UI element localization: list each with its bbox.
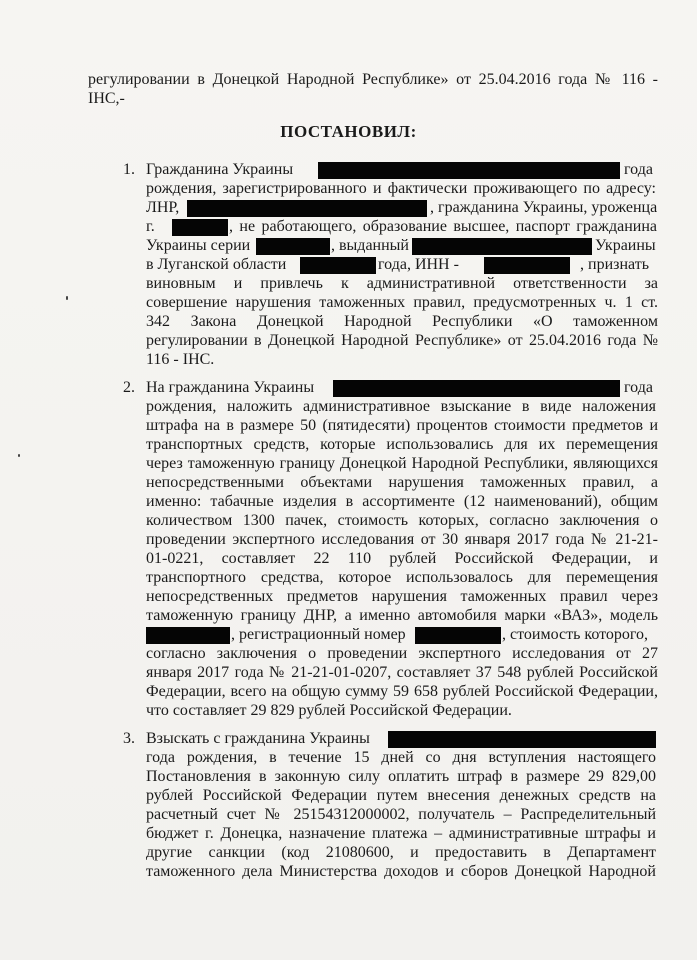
scan-speck bbox=[66, 296, 68, 300]
text-line: года, ИНН - bbox=[378, 256, 459, 273]
text-line: таможенную границу ДНР, а именно автомобиля марки «ВАЗ», модель bbox=[146, 607, 658, 624]
text-line: именно: табачные изделия в ассортименте (12 наименований), общим bbox=[146, 493, 658, 510]
text-line: количеством 1300 пачек, стоимость которых, согласно заключения о bbox=[146, 512, 658, 529]
text-line: что составляет 29 829 рублей Российской Федерации. bbox=[146, 702, 512, 719]
text-line: Взыскать с гражданина Украины bbox=[146, 730, 370, 747]
text-line: регулировании в Донецкой Народной Республике» от 25.04.2016 года № bbox=[146, 332, 658, 349]
text-line: 01-0221, составляет 22 110 рублей Российской Федерации, и bbox=[146, 550, 658, 567]
text-line: , стоимость которого, bbox=[502, 626, 649, 643]
redaction-bar bbox=[412, 238, 592, 255]
text-line: Постановления в законную силу оплатить штраф в размере 29 829,00 bbox=[146, 768, 656, 785]
text-line: Украины bbox=[595, 237, 656, 254]
text-line: года рождения, в течение 15 дней со дня вступления настоящего bbox=[146, 749, 656, 766]
text-line: транспортных средств, которые использовались для их перемещения bbox=[146, 436, 658, 453]
text-line: совершение нарушения таможенных правил, предусмотренных ч. 1 ст. bbox=[146, 294, 658, 311]
text-line: , не работающего, образование высшее, паспорт гражданина bbox=[229, 218, 657, 235]
text-line: согласно заключения о проведении экспертного исследования от 27 bbox=[146, 645, 658, 662]
text-line: Федерации, всего на общую сумму 59 658 рублей Российской Федерации, bbox=[146, 683, 658, 700]
text-line: На гражданина Украины bbox=[146, 379, 315, 396]
text-line: непосредственными объектами нарушения таможенных правил, а bbox=[146, 474, 658, 491]
item-number: 2. bbox=[123, 379, 135, 396]
text-line: Гражданина Украины bbox=[146, 161, 294, 178]
redaction-bar bbox=[172, 219, 228, 236]
text-line: , гражданина Украины, уроженца bbox=[430, 199, 658, 216]
text-line: таможенного дела Министерства доходов и сборов Донецкой Народной bbox=[146, 863, 656, 880]
redaction-bar bbox=[300, 257, 376, 274]
text-line: , выданный bbox=[331, 237, 409, 254]
text-line: 342 Закона Донецкой Народной Республики «О таможенном bbox=[146, 313, 658, 330]
redaction-bar bbox=[388, 731, 656, 748]
scan-speck bbox=[18, 454, 20, 457]
text-line: г. bbox=[146, 218, 155, 235]
text-line: штрафа на в размере 50 (пятидесяти) процентов стоимости предметов и bbox=[146, 417, 658, 434]
item-number: 3. bbox=[123, 730, 135, 747]
item-number: 1. bbox=[123, 161, 135, 178]
text-line: рублей Российской Федерации путем внесения денежных средств на bbox=[146, 787, 656, 804]
text-line: 116 - ІНС. bbox=[146, 351, 215, 368]
text-line: виновным и привлечь к административной ответственности за bbox=[146, 275, 658, 292]
redaction-bar bbox=[484, 257, 570, 274]
redaction-bar bbox=[256, 238, 330, 255]
text-line: ЛНР, bbox=[146, 199, 180, 216]
redaction-bar bbox=[415, 627, 501, 644]
text-line: в Луганской области bbox=[146, 256, 287, 273]
text-line: расчетный счет № 25154312000002, получатель – Распределительный bbox=[146, 806, 656, 823]
redaction-bar bbox=[187, 200, 427, 217]
text-line: года bbox=[624, 161, 653, 178]
text-line: транспортного средства, которое использовалось для перемещения bbox=[146, 569, 658, 586]
text-line: другие санкции (код 21080600, и предоставить в Департамент bbox=[146, 844, 656, 861]
text-line: января 2017 года № 21-21-01-0207, составляет 37 548 рублей Российской bbox=[146, 664, 658, 681]
text-line: непосредственных предметов нарушения таможенных правил через bbox=[146, 588, 658, 605]
text-line: бюджет г. Донецка, назначение платежа – административные штрафы и bbox=[146, 825, 656, 842]
text-line: года bbox=[624, 379, 653, 396]
text-line: ІНС,- bbox=[88, 90, 125, 107]
page-title: ПОСТАНОВИЛ: bbox=[280, 122, 417, 141]
text-line: рождения, наложить административное взыскание в виде наложения bbox=[146, 398, 656, 415]
text-line: рождения, зарегистрированного и фактически проживающего по адресу: bbox=[146, 180, 656, 197]
text-line: регулировании в Донецкой Народной Республике» от 25.04.2016 года № 116 - bbox=[88, 71, 658, 88]
redaction-bar bbox=[318, 162, 620, 179]
text-line: , регистрационный номер bbox=[231, 626, 406, 643]
redaction-bar bbox=[333, 380, 620, 397]
text-line: Украины серии bbox=[146, 237, 251, 254]
redaction-bar bbox=[146, 627, 230, 644]
text-line: проведении экспертного исследования от 30 января 2017 года № 21-21- bbox=[146, 531, 658, 548]
text-line: , признать bbox=[580, 256, 649, 273]
text-line: через таможенную границу Донецкой Народной Республики, являющихся bbox=[146, 455, 658, 472]
